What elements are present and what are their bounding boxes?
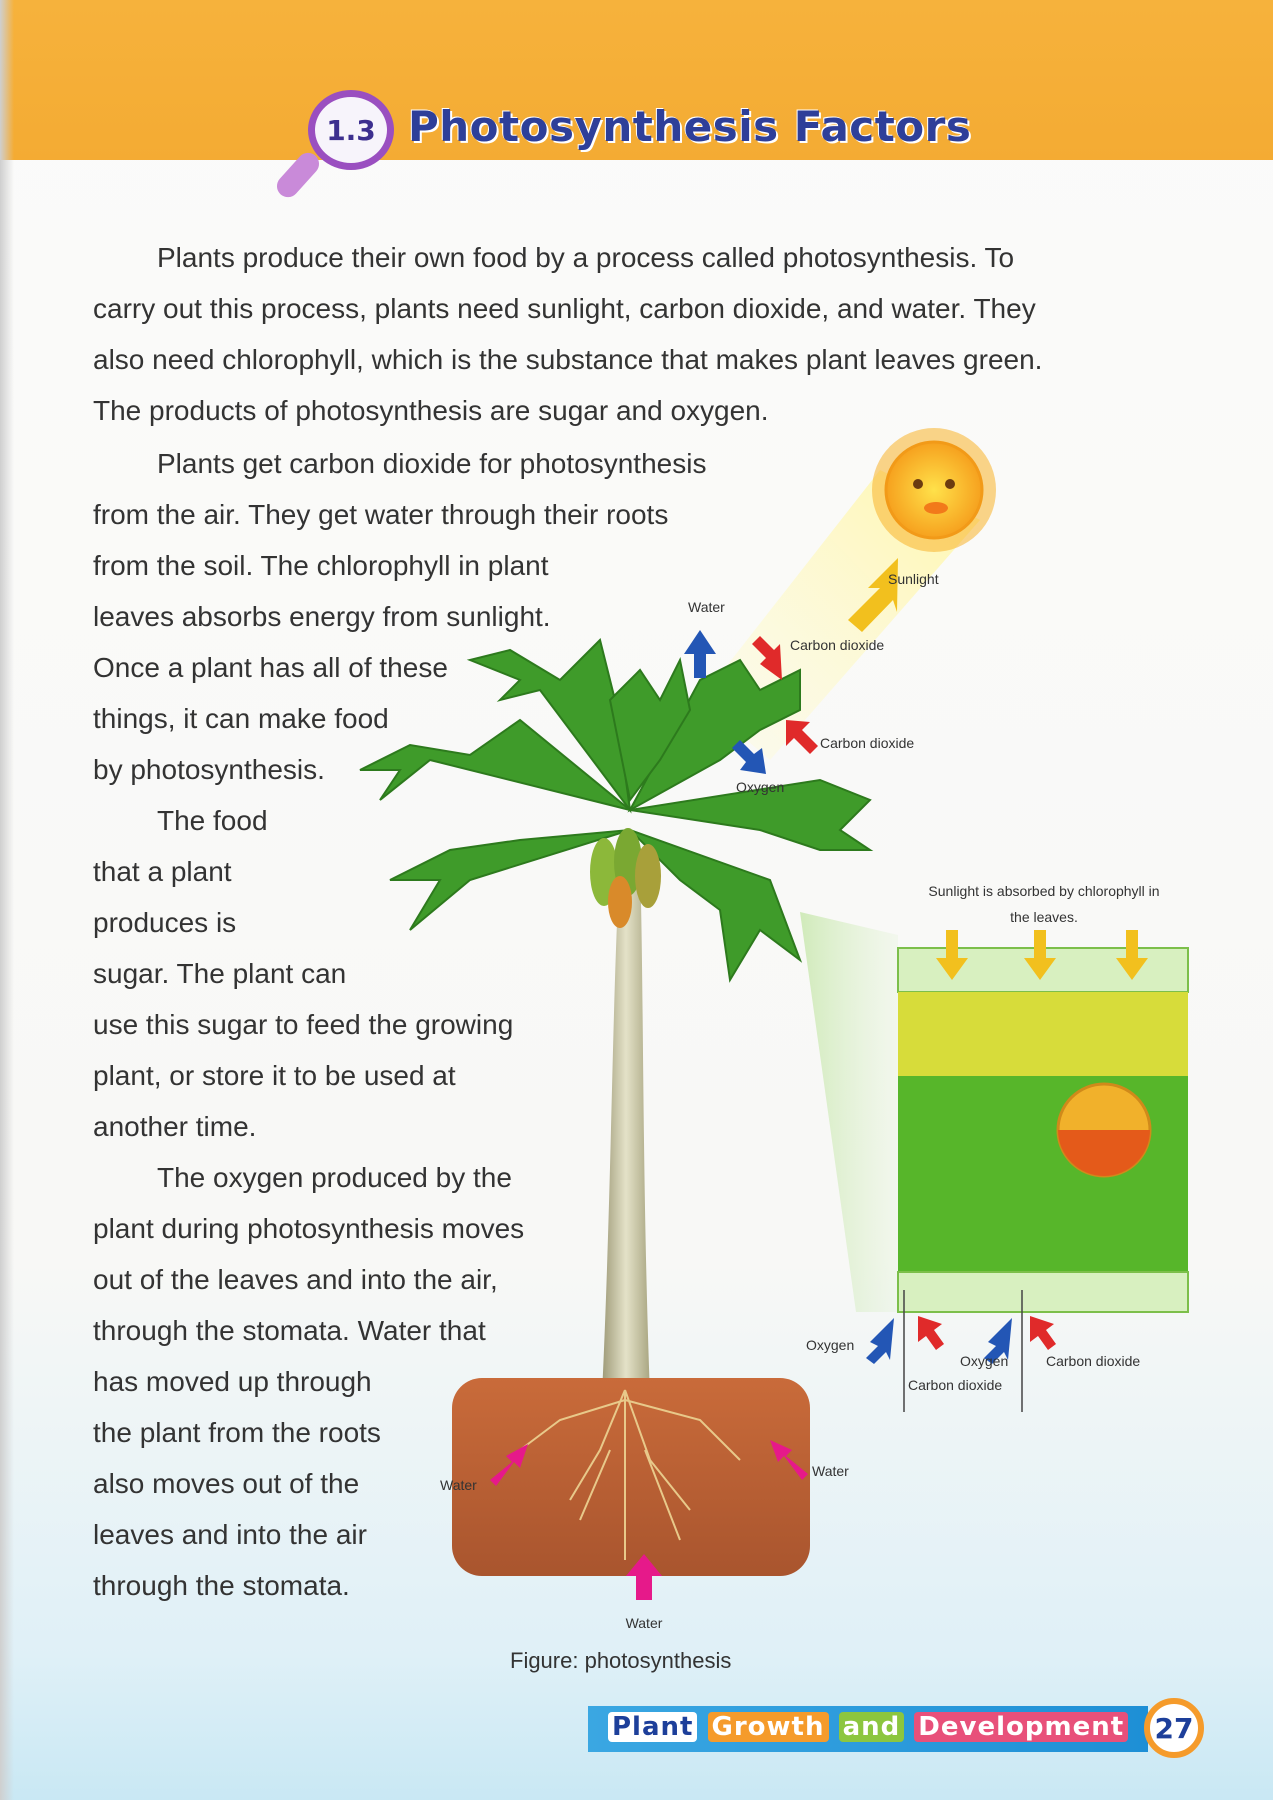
body-line: that a plant — [93, 856, 232, 887]
book-title-word-growth: Growth — [708, 1712, 829, 1742]
body-line: use this sugar to feed the growing — [93, 1009, 514, 1040]
body-line: plant, or store it to be used at — [93, 1060, 456, 1091]
label-carbon-dioxide-1: Carbon dioxide — [790, 637, 885, 653]
leaf-cross-section — [898, 948, 1188, 1312]
body-line: produces is — [93, 907, 237, 938]
body-line: Once a plant has all of these — [93, 652, 448, 683]
body-line: plant during photosynthesis moves — [93, 1213, 525, 1244]
label-carbon-dioxide-right: Carbon dioxide — [1046, 1353, 1141, 1369]
label-oxygen-top: Oxygen — [736, 779, 785, 795]
book-title-word-and: and — [839, 1712, 905, 1742]
body-line: from the soil. The chlorophyll in plant — [93, 550, 549, 581]
label-water-top: Water — [688, 599, 725, 615]
book-title-word-development: Development — [914, 1712, 1128, 1742]
section-number: 1.3 — [326, 113, 376, 147]
callout-line-2: the leaves. — [1010, 909, 1078, 925]
label-sunlight: Sunlight — [888, 571, 939, 587]
label-oxygen-left: Oxygen — [806, 1337, 855, 1353]
body-line: out of the leaves and into the air, — [93, 1264, 498, 1295]
body-line: sugar. The plant can — [93, 958, 347, 989]
body-line: leaves and into the air — [93, 1519, 367, 1550]
page-number: 27 — [1144, 1698, 1204, 1758]
label-carbon-dioxide-mid: Carbon dioxide — [908, 1377, 1003, 1393]
intro-line: The products of photosynthesis are sugar and oxygen. — [93, 395, 769, 426]
sun-icon — [872, 428, 996, 552]
label-water-bottom: Water — [625, 1615, 663, 1631]
body-line: things, it can make food — [93, 703, 389, 734]
intro-line: also need chlorophyll, which is the substance that makes plant leaves green. — [93, 344, 1043, 375]
page-title: Photosynthesis Factors — [408, 102, 972, 151]
label-carbon-dioxide-2: Carbon dioxide — [820, 735, 915, 751]
zoom-projection — [800, 912, 898, 1312]
body-line: The oxygen produced by the — [157, 1162, 512, 1193]
body-line: through the stomata. — [93, 1570, 350, 1601]
body-line: the plant from the roots — [93, 1417, 381, 1448]
body-line: has moved up through — [93, 1366, 372, 1397]
body-line: another time. — [93, 1111, 257, 1142]
figure-caption: Figure: photosynthesis — [510, 1648, 732, 1673]
intro-line: carry out this process, plants need sunlight, carbon dioxide, and water. They — [93, 293, 1036, 324]
body-line: through the stomata. Water that — [93, 1315, 486, 1346]
body-line: The food — [157, 805, 268, 836]
body-line: also moves out of the — [93, 1468, 360, 1499]
label-oxygen-mid: Oxygen — [960, 1353, 1009, 1369]
callout-line-1: Sunlight is absorbed by chlorophyll in — [928, 883, 1160, 899]
body-line: by photosynthesis. — [93, 754, 325, 785]
label-water-right: Water — [812, 1463, 849, 1479]
body-line: leaves absorbs energy from sunlight. — [93, 601, 551, 632]
co2-in-arrow-icon-2 — [786, 720, 818, 754]
body-line: Plants get carbon dioxide for photosynthesis — [157, 448, 707, 479]
book-title — [608, 1712, 1128, 1742]
intro-line: Plants produce their own food by a process called photosynthesis. To — [157, 242, 1015, 273]
label-water-left: Water — [440, 1477, 477, 1493]
book-title-word-plant: Plant — [608, 1712, 697, 1742]
body-paragraphs — [93, 438, 733, 1611]
body-line: from the air. They get water through their roots — [93, 499, 669, 530]
